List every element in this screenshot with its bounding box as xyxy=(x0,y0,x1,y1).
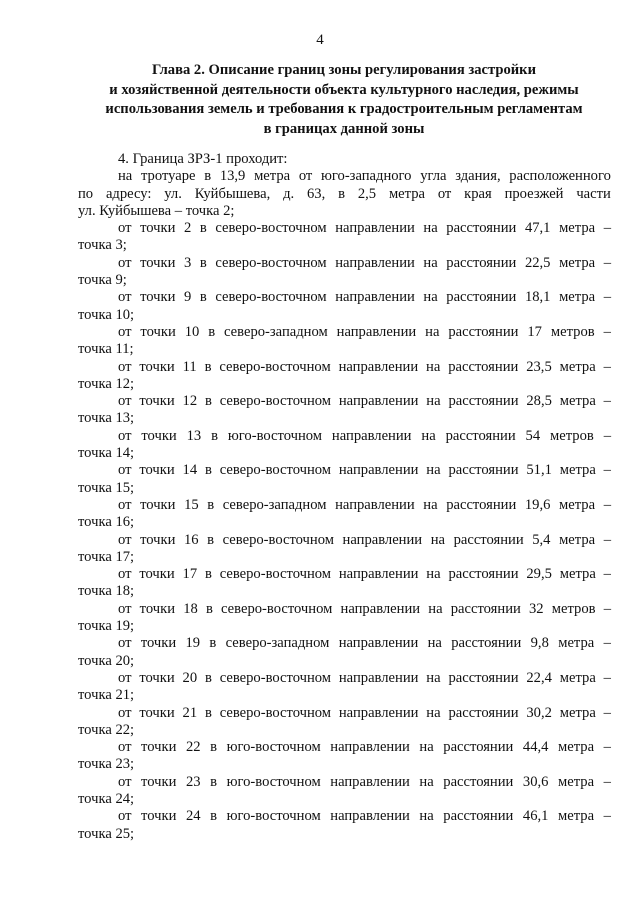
boundary-segment xyxy=(78,532,611,567)
word: на xyxy=(423,289,438,306)
word: направлении xyxy=(335,220,415,237)
word: – xyxy=(603,220,611,237)
word: – xyxy=(603,773,611,790)
segment-end-point: точка 14; xyxy=(78,445,135,462)
word: на xyxy=(426,393,441,410)
word: точки xyxy=(139,393,175,410)
word: расположенного xyxy=(509,168,611,185)
segment-end-point: точка 21; xyxy=(78,687,135,704)
segment-line xyxy=(78,497,611,514)
word: 46,1 xyxy=(522,808,549,825)
intro-line: ул. Куйбышева – точка 2; xyxy=(78,202,235,219)
word: ул. xyxy=(164,185,182,202)
word: 19,6 xyxy=(524,496,551,513)
word: расстоянии xyxy=(448,462,519,479)
word: от xyxy=(118,496,132,513)
word: 3 xyxy=(184,254,192,271)
word: северо-восточном xyxy=(215,254,327,271)
boundary-segment xyxy=(78,739,611,774)
word: расстоянии xyxy=(451,635,522,652)
word: северо-восточном xyxy=(222,531,334,548)
word: метра xyxy=(558,739,595,756)
segment-end-point: точка 18; xyxy=(78,583,135,600)
word: 44,4 xyxy=(522,739,549,756)
word: на xyxy=(426,462,441,479)
word: метра xyxy=(559,566,596,583)
boundary-segment xyxy=(78,462,611,497)
word: точки xyxy=(139,462,175,479)
word: северо-восточном xyxy=(219,393,332,410)
word: точки xyxy=(139,600,176,617)
word: направлении xyxy=(335,254,415,271)
segment-end-point: точка 17; xyxy=(78,548,135,565)
word: на xyxy=(426,704,441,721)
word: от xyxy=(118,600,132,617)
word: направлении xyxy=(335,289,415,306)
word: Куйбышева, xyxy=(194,185,271,202)
segment-line xyxy=(78,220,611,237)
word: от xyxy=(118,427,132,444)
word: метра xyxy=(559,496,596,513)
word: точки xyxy=(140,254,176,271)
segment-end-point: точка 15; xyxy=(78,479,135,496)
word: 11 xyxy=(182,358,197,375)
segment-line xyxy=(78,289,611,306)
boundary-segment xyxy=(78,393,611,428)
word: 17 xyxy=(527,323,542,340)
segment-end-point: точка 16; xyxy=(78,514,135,531)
word: 18,1 xyxy=(524,289,551,306)
word: расстоянии xyxy=(448,323,519,340)
word: в xyxy=(211,427,219,444)
segment-line xyxy=(78,739,611,756)
page-number: 4 xyxy=(316,32,324,48)
word: 21 xyxy=(182,704,198,721)
word: северо-восточном xyxy=(219,704,332,721)
word: северо-восточном xyxy=(219,358,331,375)
word: – xyxy=(603,393,611,410)
word: на xyxy=(425,323,440,340)
word: метра xyxy=(558,773,595,790)
intro-line xyxy=(78,186,611,203)
segment-end-point: точка 11; xyxy=(78,341,134,358)
word: расстоянии xyxy=(448,566,519,583)
word: юго-западного xyxy=(321,168,412,185)
word: метра xyxy=(254,168,291,185)
word: в xyxy=(208,323,216,340)
word: в xyxy=(210,739,218,756)
word: 15 xyxy=(184,496,199,513)
word: северо-западном xyxy=(222,496,327,513)
segment-end-point: точка 9; xyxy=(78,272,127,289)
word: метров xyxy=(551,600,596,617)
word: направлении xyxy=(340,600,421,617)
word: от xyxy=(118,531,132,548)
word: в xyxy=(204,669,212,686)
word: по xyxy=(78,185,94,202)
word: в xyxy=(210,808,218,825)
word: – xyxy=(603,739,611,756)
word: 29,5 xyxy=(526,566,552,583)
word: от xyxy=(118,669,132,686)
chapter-title-line: и хозяйственной деятельности объекта культурного наследия, режимы xyxy=(109,81,579,98)
segment-end-point: точка 12; xyxy=(78,375,135,392)
chapter-title-line: в границах данной зоны xyxy=(263,120,425,137)
boundary-segment xyxy=(78,705,611,740)
word: метра xyxy=(558,635,595,652)
word: 30,6 xyxy=(522,773,549,790)
word: направлении xyxy=(338,462,419,479)
word: в xyxy=(199,289,207,306)
word: на xyxy=(428,600,443,617)
word: точки xyxy=(140,531,176,548)
word: 30,2 xyxy=(526,704,552,721)
boundary-segment xyxy=(78,324,611,359)
word: метра xyxy=(559,704,596,721)
word: в xyxy=(207,531,215,548)
segment-line xyxy=(78,635,611,652)
word: 2,5 xyxy=(357,185,377,202)
word: северо-восточном xyxy=(215,220,327,237)
word: на xyxy=(427,635,442,652)
word: расстоянии xyxy=(443,739,514,756)
word: расстоянии xyxy=(446,289,517,306)
word: в xyxy=(210,773,218,790)
boundary-segment xyxy=(78,566,611,601)
word: 5,4 xyxy=(532,531,551,548)
word: направлении xyxy=(338,358,419,375)
word: метра xyxy=(559,531,596,548)
boundary-segment xyxy=(78,255,611,290)
word: части xyxy=(576,185,611,202)
word: метра xyxy=(388,185,425,202)
word: метров xyxy=(550,323,595,340)
word: точки xyxy=(139,358,175,375)
boundary-segment xyxy=(78,601,611,636)
word: точки xyxy=(141,808,177,825)
segment-end-point: точка 23; xyxy=(78,756,135,773)
word: 63, xyxy=(307,185,326,202)
word: – xyxy=(603,289,611,306)
word: точки xyxy=(140,635,177,652)
word: метра xyxy=(559,220,596,237)
word: на xyxy=(421,427,436,444)
word: тротуаре xyxy=(141,168,196,185)
word: – xyxy=(603,358,611,375)
word: в xyxy=(204,168,212,185)
word: угла xyxy=(420,168,447,185)
word: 2 xyxy=(184,220,192,237)
word: северо-восточном xyxy=(219,669,332,686)
segment-line xyxy=(78,670,611,687)
word: направлении xyxy=(330,773,410,790)
word: северо-восточном xyxy=(219,566,332,583)
word: направлении xyxy=(330,808,410,825)
word: на xyxy=(419,739,434,756)
word: от xyxy=(437,185,452,202)
word: – xyxy=(603,600,611,617)
word: адресу: xyxy=(105,185,152,202)
word: от xyxy=(118,220,132,237)
word: северо-восточном xyxy=(219,462,332,479)
word: юго-восточном xyxy=(226,773,321,790)
word: от xyxy=(118,358,132,375)
word: в xyxy=(338,185,345,202)
word: 47,1 xyxy=(524,220,551,237)
word: метра xyxy=(559,358,596,375)
segment-list xyxy=(78,220,611,843)
word: расстоянии xyxy=(446,254,517,271)
word: в xyxy=(205,600,213,617)
word: метра xyxy=(559,669,596,686)
intro-line xyxy=(78,168,611,185)
word: в xyxy=(199,254,207,271)
word: – xyxy=(603,462,611,479)
word: – xyxy=(603,669,611,686)
word: от xyxy=(118,393,132,410)
word: северо-восточном xyxy=(215,289,327,306)
word: метров xyxy=(550,427,594,444)
word: точки xyxy=(140,220,176,237)
word: точки xyxy=(141,739,177,756)
word: на xyxy=(426,669,441,686)
segment-end-point: точка 10; xyxy=(78,306,135,323)
word: на xyxy=(430,531,445,548)
word: направлении xyxy=(335,496,415,513)
word: д. xyxy=(283,185,295,202)
segment-end-point: точка 13; xyxy=(78,410,135,427)
section-heading: 4. Граница ЗРЗ-1 проходит: xyxy=(118,151,288,167)
word: расстоянии xyxy=(446,496,517,513)
segment-line xyxy=(78,705,611,722)
word: от xyxy=(118,462,132,479)
word: точки xyxy=(139,566,175,583)
word: 32 xyxy=(528,600,544,617)
word: северо-западном xyxy=(225,635,330,652)
word: от xyxy=(118,704,132,721)
word: точки xyxy=(141,427,177,444)
body-text xyxy=(78,151,611,843)
word: метра xyxy=(559,462,596,479)
word: направлении xyxy=(336,323,417,340)
word: 54 xyxy=(525,427,541,444)
word: 17 xyxy=(182,566,198,583)
word: точки xyxy=(140,289,176,306)
word: 20 xyxy=(182,669,198,686)
word: точки xyxy=(141,773,177,790)
word: юго-восточном xyxy=(226,808,321,825)
word: направлении xyxy=(342,531,423,548)
segment-line xyxy=(78,774,611,791)
word: 22,5 xyxy=(524,254,551,271)
chapter-title xyxy=(80,61,608,139)
word: расстоянии xyxy=(445,427,516,444)
word: – xyxy=(603,427,611,444)
word: юго-восточном xyxy=(227,427,323,444)
word: 28,5 xyxy=(526,393,552,410)
word: расстоянии xyxy=(443,773,514,790)
word: на xyxy=(426,358,441,375)
boundary-segment xyxy=(78,774,611,809)
word: в xyxy=(204,704,212,721)
word: расстоянии xyxy=(443,808,514,825)
chapter-title-line: Глава 2. Описание границ зоны регулирования застройки xyxy=(151,62,536,78)
word: расстоянии xyxy=(446,220,517,237)
word: от xyxy=(118,808,132,825)
word: 24 xyxy=(185,808,201,825)
word: расстоянии xyxy=(448,393,519,410)
word: от xyxy=(118,635,132,652)
word: в xyxy=(199,220,207,237)
word: – xyxy=(603,254,611,271)
word: северо-восточном xyxy=(221,600,333,617)
boundary-segment xyxy=(78,220,611,255)
word: направлении xyxy=(331,427,412,444)
boundary-segment xyxy=(78,497,611,532)
word: в xyxy=(204,462,212,479)
segment-end-point: точка 24; xyxy=(78,790,135,807)
word: на xyxy=(419,808,434,825)
segment-end-point: точка 22; xyxy=(78,721,135,738)
word: направлении xyxy=(338,635,419,652)
word: в xyxy=(204,393,212,410)
word: 13,9 xyxy=(219,168,246,185)
boundary-segment xyxy=(78,808,611,843)
word: точки xyxy=(139,704,175,721)
word: в xyxy=(209,635,217,652)
word: 9 xyxy=(184,289,192,306)
word: точки xyxy=(139,669,175,686)
word: метра xyxy=(559,393,596,410)
word: точки xyxy=(140,323,176,340)
word: на xyxy=(419,773,434,790)
word: расстоянии xyxy=(448,704,519,721)
segment-line xyxy=(78,462,611,479)
word: – xyxy=(603,808,611,825)
word: 14 xyxy=(182,462,198,479)
word: края xyxy=(464,185,492,202)
segment-line xyxy=(78,359,611,376)
word: на xyxy=(426,566,441,583)
word: 13 xyxy=(186,427,202,444)
word: на xyxy=(423,496,438,513)
word: на xyxy=(423,254,438,271)
word: от xyxy=(118,566,132,583)
segment-line xyxy=(78,532,611,549)
word: проезжей xyxy=(504,185,564,202)
word: здания, xyxy=(455,168,501,185)
word: 10 xyxy=(184,323,200,340)
segment-end-point: точка 3; xyxy=(78,237,127,254)
word: расстоянии xyxy=(453,531,524,548)
boundary-segment xyxy=(78,359,611,394)
word: 22 xyxy=(185,739,201,756)
word: расстоянии xyxy=(448,669,519,686)
word: от xyxy=(118,773,132,790)
segment-line xyxy=(78,601,611,618)
word: 16 xyxy=(184,531,199,548)
segment-line xyxy=(78,566,611,583)
word: направлении xyxy=(338,566,419,583)
segment-line xyxy=(78,393,611,410)
segment-end-point: точка 19; xyxy=(78,618,135,635)
word: – xyxy=(603,531,611,548)
boundary-segment xyxy=(78,428,611,463)
word: в xyxy=(204,358,212,375)
segment-line xyxy=(78,324,611,341)
word: 19 xyxy=(185,635,201,652)
word: расстоянии xyxy=(450,600,521,617)
boundary-segment xyxy=(78,289,611,324)
boundary-segment xyxy=(78,635,611,670)
word: точки xyxy=(140,496,176,513)
word: юго-восточном xyxy=(226,739,321,756)
word: от xyxy=(298,168,313,185)
word: метра xyxy=(558,808,595,825)
word: 23 xyxy=(185,773,201,790)
word: на xyxy=(118,168,133,185)
word: метра xyxy=(559,289,596,306)
word: 12 xyxy=(182,393,198,410)
word: метра xyxy=(559,254,596,271)
word: от xyxy=(118,254,132,271)
segment-line xyxy=(78,428,611,445)
segment-line xyxy=(78,808,611,825)
word: 23,5 xyxy=(526,358,552,375)
segment-line xyxy=(78,255,611,272)
word: расстоянии xyxy=(448,358,519,375)
word: от xyxy=(118,289,132,306)
word: в xyxy=(204,566,212,583)
word: в xyxy=(207,496,215,513)
word: – xyxy=(603,704,611,721)
word: от xyxy=(118,739,132,756)
word: – xyxy=(603,566,611,583)
word: направлении xyxy=(338,704,419,721)
chapter-title-line: использования земель и требования к градостроительным регламентам xyxy=(105,101,583,117)
word: 18 xyxy=(183,600,198,617)
word: направлении xyxy=(330,739,410,756)
word: 22,4 xyxy=(526,669,552,686)
word: – xyxy=(603,323,611,340)
segment-end-point: точка 20; xyxy=(78,652,135,669)
word: – xyxy=(603,635,611,652)
word: – xyxy=(603,496,611,513)
word: на xyxy=(423,220,438,237)
word: северо-западном xyxy=(224,323,328,340)
word: от xyxy=(118,323,132,340)
word: 9,8 xyxy=(530,635,549,652)
boundary-segment xyxy=(78,670,611,705)
segment-end-point: точка 25; xyxy=(78,825,135,842)
word: направлении xyxy=(338,669,419,686)
word: направлении xyxy=(338,393,419,410)
word: 51,1 xyxy=(526,462,552,479)
